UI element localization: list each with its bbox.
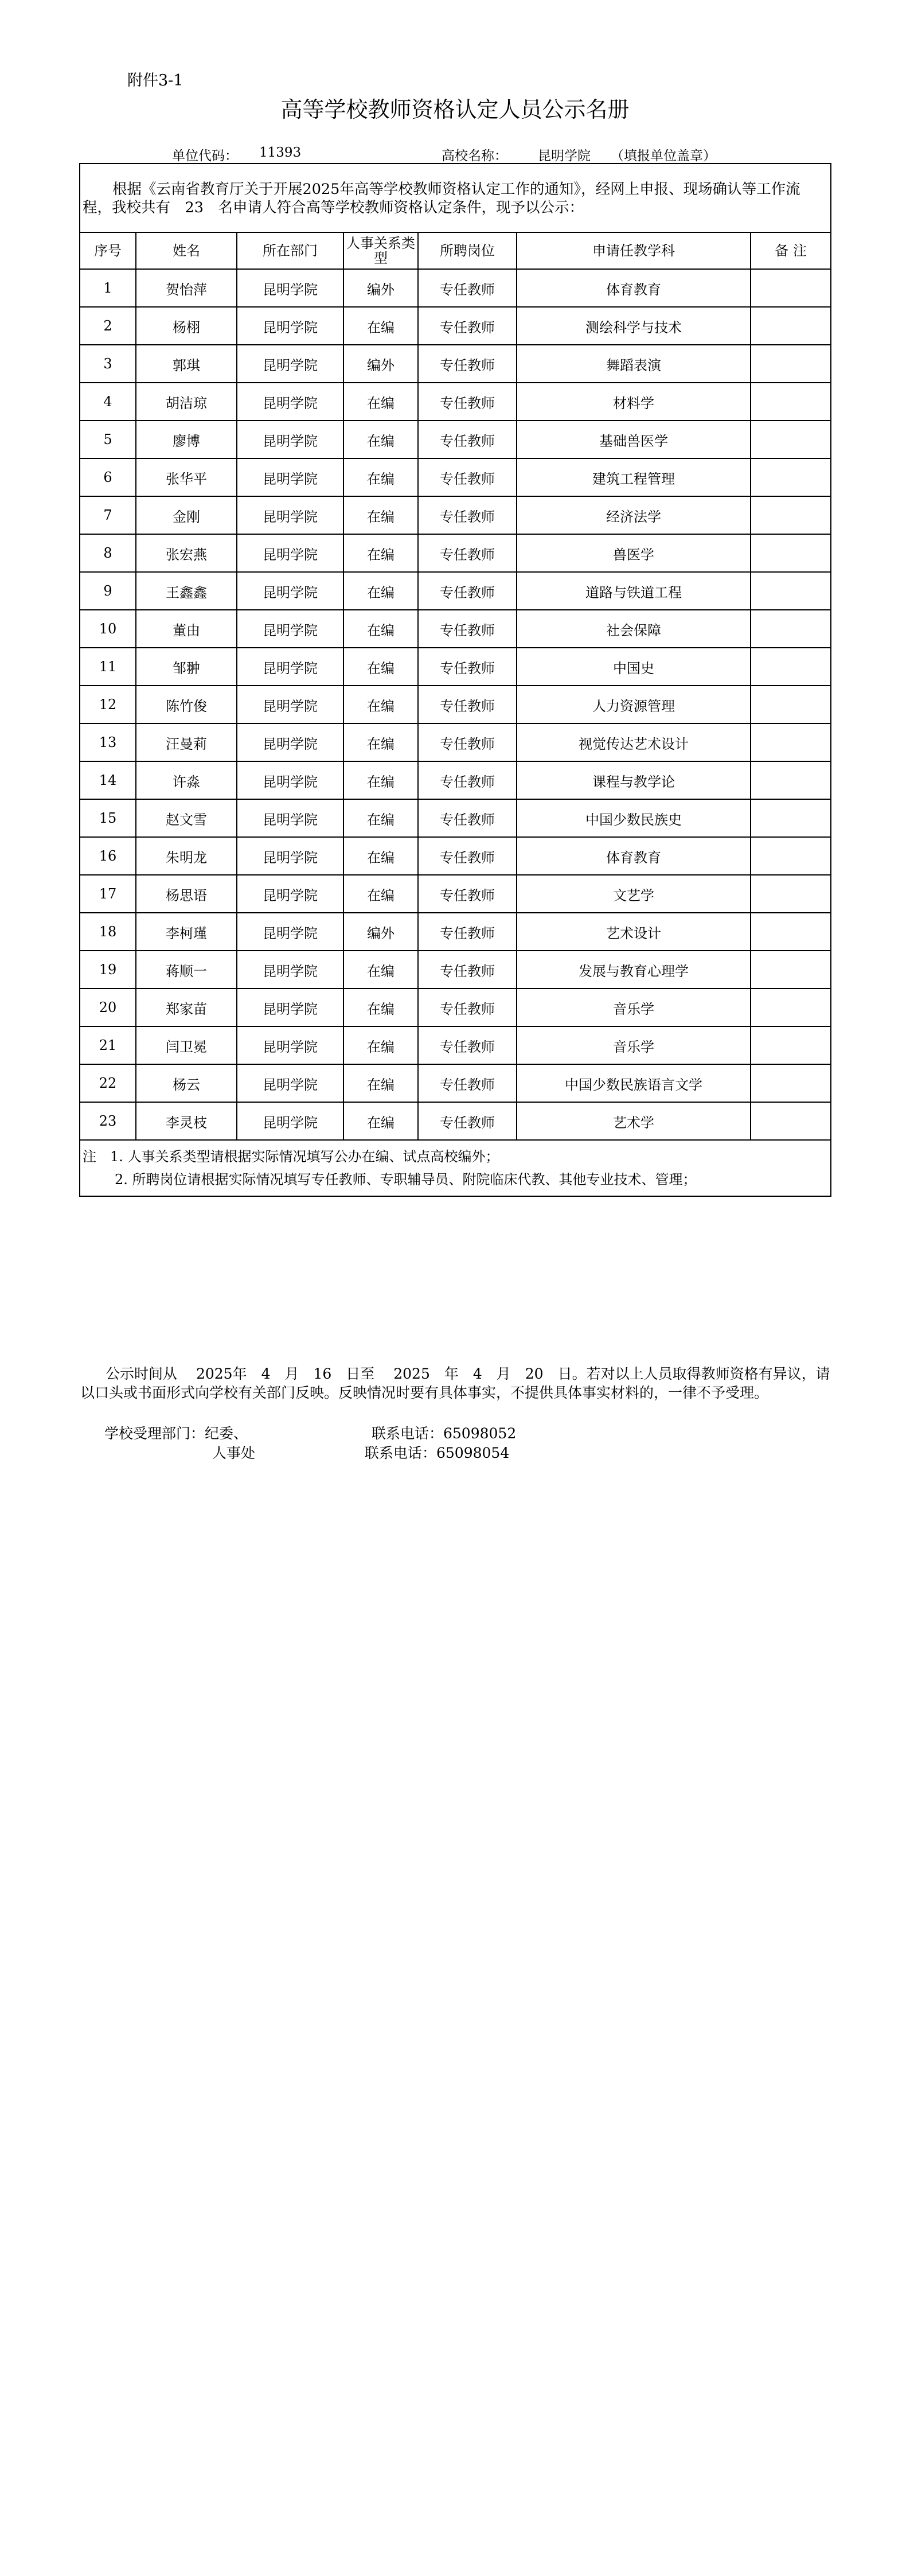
seq-cell: 2 [80, 307, 136, 345]
column-header: 所在部门 [237, 232, 343, 269]
column-header: 申请任教学科 [517, 232, 751, 269]
seq-cell: 22 [80, 1064, 136, 1102]
subject-cell: 发展与教育心理学 [517, 951, 751, 989]
table-row [80, 648, 831, 686]
seq-cell: 20 [80, 989, 136, 1026]
name-cell: 赵文雪 [136, 799, 237, 837]
name-cell: 陈竹俊 [136, 686, 237, 723]
remark-cell [751, 723, 831, 761]
post-cell: 专任教师 [418, 913, 517, 951]
seq-cell: 12 [80, 686, 136, 723]
dept-cell: 昆明学院 [237, 951, 343, 989]
table-row [80, 989, 831, 1026]
subject-cell: 课程与教学论 [517, 761, 751, 799]
relation-cell: 在编 [343, 989, 418, 1026]
table-row [80, 1102, 831, 1140]
subject-cell: 音乐学 [517, 989, 751, 1026]
table-row [80, 951, 831, 989]
name-cell: 闫卫冕 [136, 1026, 237, 1064]
subject-cell: 体育教育 [517, 837, 751, 875]
seq-cell: 15 [80, 799, 136, 837]
remark-cell [751, 534, 831, 572]
dept-cell: 昆明学院 [237, 1064, 343, 1102]
name-cell: 廖博 [136, 421, 237, 458]
post-cell: 专任教师 [418, 1026, 517, 1064]
table-row [80, 383, 831, 421]
remark-cell [751, 458, 831, 496]
table-row [80, 307, 831, 345]
subject-cell: 基础兽医学 [517, 421, 751, 458]
relation-cell: 在编 [343, 1026, 418, 1064]
subject-cell: 材料学 [517, 383, 751, 421]
dept-cell: 昆明学院 [237, 686, 343, 723]
post-cell: 专任教师 [418, 1064, 517, 1102]
relation-cell: 在编 [343, 458, 418, 496]
subject-cell: 道路与铁道工程 [517, 572, 751, 610]
name-cell: 董由 [136, 610, 237, 648]
table-row [80, 913, 831, 951]
seal-note: （填报单位盖章） [611, 149, 716, 164]
dept-cell: 昆明学院 [237, 345, 343, 383]
subject-cell: 兽医学 [517, 534, 751, 572]
seq-cell: 13 [80, 723, 136, 761]
name-cell: 贺怡萍 [136, 269, 237, 307]
relation-cell: 在编 [343, 496, 418, 534]
relation-cell: 在编 [343, 421, 418, 458]
post-cell: 专任教师 [418, 799, 517, 837]
subject-cell: 建筑工程管理 [517, 458, 751, 496]
remark-cell [751, 1026, 831, 1064]
subject-cell: 艺术设计 [517, 913, 751, 951]
name-cell: 张华平 [136, 458, 237, 496]
remark-cell [751, 1064, 831, 1102]
seq-cell: 4 [80, 383, 136, 421]
relation-cell: 在编 [343, 875, 418, 913]
remark-cell [751, 307, 831, 345]
seq-cell: 9 [80, 572, 136, 610]
post-cell: 专任教师 [418, 534, 517, 572]
name-cell: 金刚 [136, 496, 237, 534]
relation-cell: 在编 [343, 761, 418, 799]
subject-cell: 视觉传达艺术设计 [517, 723, 751, 761]
relation-cell: 在编 [343, 799, 418, 837]
seq-cell: 10 [80, 610, 136, 648]
subject-cell: 音乐学 [517, 1026, 751, 1064]
page-title: 高等学校教师资格认定人员公示名册 [280, 97, 630, 122]
table-header-row [80, 232, 831, 269]
relation-cell: 在编 [343, 1064, 418, 1102]
name-cell: 郑家苗 [136, 989, 237, 1026]
remark-cell [751, 610, 831, 648]
remark-cell [751, 496, 831, 534]
post-cell: 专任教师 [418, 383, 517, 421]
post-cell: 专任教师 [418, 837, 517, 875]
table-row [80, 875, 831, 913]
name-cell: 李灵枝 [136, 1102, 237, 1140]
seq-cell: 7 [80, 496, 136, 534]
column-header: 序号 [80, 232, 136, 269]
dept-cell: 昆明学院 [237, 1026, 343, 1064]
remark-cell [751, 875, 831, 913]
remark-cell [751, 799, 831, 837]
column-header: 人事关系类型 [343, 232, 418, 269]
relation-cell: 在编 [343, 610, 418, 648]
table-row [80, 496, 831, 534]
dept-cell: 昆明学院 [237, 837, 343, 875]
table-body [80, 269, 831, 1140]
dept-cell: 昆明学院 [237, 269, 343, 307]
relation-cell: 在编 [343, 686, 418, 723]
post-cell: 专任教师 [418, 572, 517, 610]
relation-cell: 在编 [343, 648, 418, 686]
notes [80, 1140, 831, 1196]
relation-cell: 在编 [343, 837, 418, 875]
subject-cell: 经济法学 [517, 496, 751, 534]
name-cell: 蒋顺一 [136, 951, 237, 989]
subject-cell: 人力资源管理 [517, 686, 751, 723]
subject-cell: 中国少数民族史 [517, 799, 751, 837]
dept-cell: 昆明学院 [237, 723, 343, 761]
post-cell: 专任教师 [418, 610, 517, 648]
post-cell: 专任教师 [418, 458, 517, 496]
dept-cell: 昆明学院 [237, 307, 343, 345]
post-cell: 专任教师 [418, 875, 517, 913]
dept-cell: 昆明学院 [237, 496, 343, 534]
unit-code-label: 单位代码： [172, 149, 238, 164]
seq-cell: 17 [80, 875, 136, 913]
post-cell: 专任教师 [418, 686, 517, 723]
seq-cell: 18 [80, 913, 136, 951]
name-cell: 汪曼莉 [136, 723, 237, 761]
school-name-label: 高校名称： [442, 149, 507, 164]
phone-1: 联系电话：65098052 [372, 1425, 517, 1442]
publicity-text: 公示时间从 2025年 4 月 16 日至 2025 年 4 月 20 日。若对以上人员取得教师资格有异议，请以口头或书面形式向学校有关部门反映。反映情况时要有具体事实，不提供具体事实材料的，一律不予受理。 [80, 1365, 830, 1401]
subject-cell: 社会保障 [517, 610, 751, 648]
dept-cell: 昆明学院 [237, 989, 343, 1026]
relation-cell: 在编 [343, 534, 418, 572]
roster-table [79, 163, 831, 1197]
relation-cell: 编外 [343, 913, 418, 951]
dept-cell: 昆明学院 [237, 534, 343, 572]
column-header: 所聘岗位 [418, 232, 517, 269]
table-row [80, 1026, 831, 1064]
subject-cell: 测绘科学与技术 [517, 307, 751, 345]
remark-cell [751, 686, 831, 723]
remark-cell [751, 913, 831, 951]
relation-cell: 在编 [343, 383, 418, 421]
seq-cell: 5 [80, 421, 136, 458]
subject-cell: 舞蹈表演 [517, 345, 751, 383]
table-row [80, 610, 831, 648]
phone-2: 联系电话：65098054 [365, 1445, 510, 1461]
post-cell: 专任教师 [418, 648, 517, 686]
subject-cell: 艺术学 [517, 1102, 751, 1140]
dept-cell: 昆明学院 [237, 383, 343, 421]
table-row [80, 1064, 831, 1102]
post-cell: 专任教师 [418, 269, 517, 307]
post-cell: 专任教师 [418, 496, 517, 534]
relation-cell: 在编 [343, 723, 418, 761]
name-cell: 杨云 [136, 1064, 237, 1102]
remark-cell [751, 989, 831, 1026]
name-cell: 许淼 [136, 761, 237, 799]
dept-cell: 昆明学院 [237, 799, 343, 837]
intro-text: 根据《云南省教育厅关于开展2025年高等学校教师资格认定工作的通知》，经网上申报、现场确认等工作流程，我校共有 23 名申请人符合高等学校教师资格认定条件，现予以公示： [83, 181, 800, 216]
seq-cell: 3 [80, 345, 136, 383]
relation-cell: 编外 [343, 345, 418, 383]
remark-cell [751, 951, 831, 989]
relation-cell: 在编 [343, 1102, 418, 1140]
post-cell: 专任教师 [418, 307, 517, 345]
table-row [80, 572, 831, 610]
name-cell: 邹翀 [136, 648, 237, 686]
name-cell: 王鑫鑫 [136, 572, 237, 610]
remark-cell [751, 269, 831, 307]
post-cell: 专任教师 [418, 761, 517, 799]
remark-cell [751, 1102, 831, 1140]
subject-cell: 中国少数民族语言文学 [517, 1064, 751, 1102]
dept-cell: 昆明学院 [237, 913, 343, 951]
dept-cell: 昆明学院 [237, 610, 343, 648]
remark-cell [751, 761, 831, 799]
seq-cell: 16 [80, 837, 136, 875]
relation-cell: 在编 [343, 951, 418, 989]
name-cell: 朱明龙 [136, 837, 237, 875]
name-cell: 胡洁琼 [136, 383, 237, 421]
seq-cell: 21 [80, 1026, 136, 1064]
table-row [80, 686, 831, 723]
name-cell: 杨栩 [136, 307, 237, 345]
post-cell: 专任教师 [418, 951, 517, 989]
table-row [80, 421, 831, 458]
table-row [80, 837, 831, 875]
seq-cell: 8 [80, 534, 136, 572]
dept-cell: 昆明学院 [237, 421, 343, 458]
subject-cell: 体育教育 [517, 269, 751, 307]
table-row [80, 534, 831, 572]
table-row [80, 723, 831, 761]
post-cell: 专任教师 [418, 1102, 517, 1140]
dept-cell: 昆明学院 [237, 761, 343, 799]
seq-cell: 23 [80, 1102, 136, 1140]
intro-paragraph [80, 164, 831, 232]
name-cell: 李柯瑾 [136, 913, 237, 951]
seq-cell: 1 [80, 269, 136, 307]
note-1: 注 1. 人事关系类型请根据实际情况填写公办在编、试点高校编外； [83, 1149, 499, 1165]
dept-cell: 昆明学院 [237, 458, 343, 496]
name-cell: 杨思语 [136, 875, 237, 913]
seq-cell: 11 [80, 648, 136, 686]
table-row [80, 799, 831, 837]
relation-cell: 在编 [343, 572, 418, 610]
dept-label: 学校受理部门：纪委、 [104, 1425, 248, 1442]
dept-hr: 人事处 [212, 1445, 256, 1461]
dept-cell: 昆明学院 [237, 1102, 343, 1140]
seq-cell: 6 [80, 458, 136, 496]
table-row [80, 458, 831, 496]
subject-cell: 文艺学 [517, 875, 751, 913]
remark-cell [751, 383, 831, 421]
note-2: 2. 所聘岗位请根据实际情况填写专任教师、专职辅导员、附院临床代教、其他专业技术、管理； [115, 1172, 697, 1188]
remark-cell [751, 572, 831, 610]
name-cell: 郭琪 [136, 345, 237, 383]
remark-cell [751, 345, 831, 383]
remark-cell [751, 648, 831, 686]
school-name-value: 昆明学院 [538, 149, 591, 164]
column-header: 姓名 [136, 232, 237, 269]
publicity-notice [80, 1364, 831, 1402]
dept-cell: 昆明学院 [237, 875, 343, 913]
post-cell: 专任教师 [418, 421, 517, 458]
remark-cell [751, 421, 831, 458]
attachment-label: 附件3-1 [127, 72, 183, 90]
table-row [80, 269, 831, 307]
name-cell: 张宏燕 [136, 534, 237, 572]
table-row [80, 761, 831, 799]
post-cell: 专任教师 [418, 723, 517, 761]
post-cell: 专任教师 [418, 345, 517, 383]
seq-cell: 14 [80, 761, 136, 799]
remark-cell [751, 837, 831, 875]
unit-code-value: 11393 [259, 145, 302, 160]
column-header: 备 注 [751, 232, 831, 269]
relation-cell: 编外 [343, 269, 418, 307]
dept-cell: 昆明学院 [237, 648, 343, 686]
dept-cell: 昆明学院 [237, 572, 343, 610]
subject-cell: 中国史 [517, 648, 751, 686]
seq-cell: 19 [80, 951, 136, 989]
post-cell: 专任教师 [418, 989, 517, 1026]
table-row [80, 345, 831, 383]
relation-cell: 在编 [343, 307, 418, 345]
